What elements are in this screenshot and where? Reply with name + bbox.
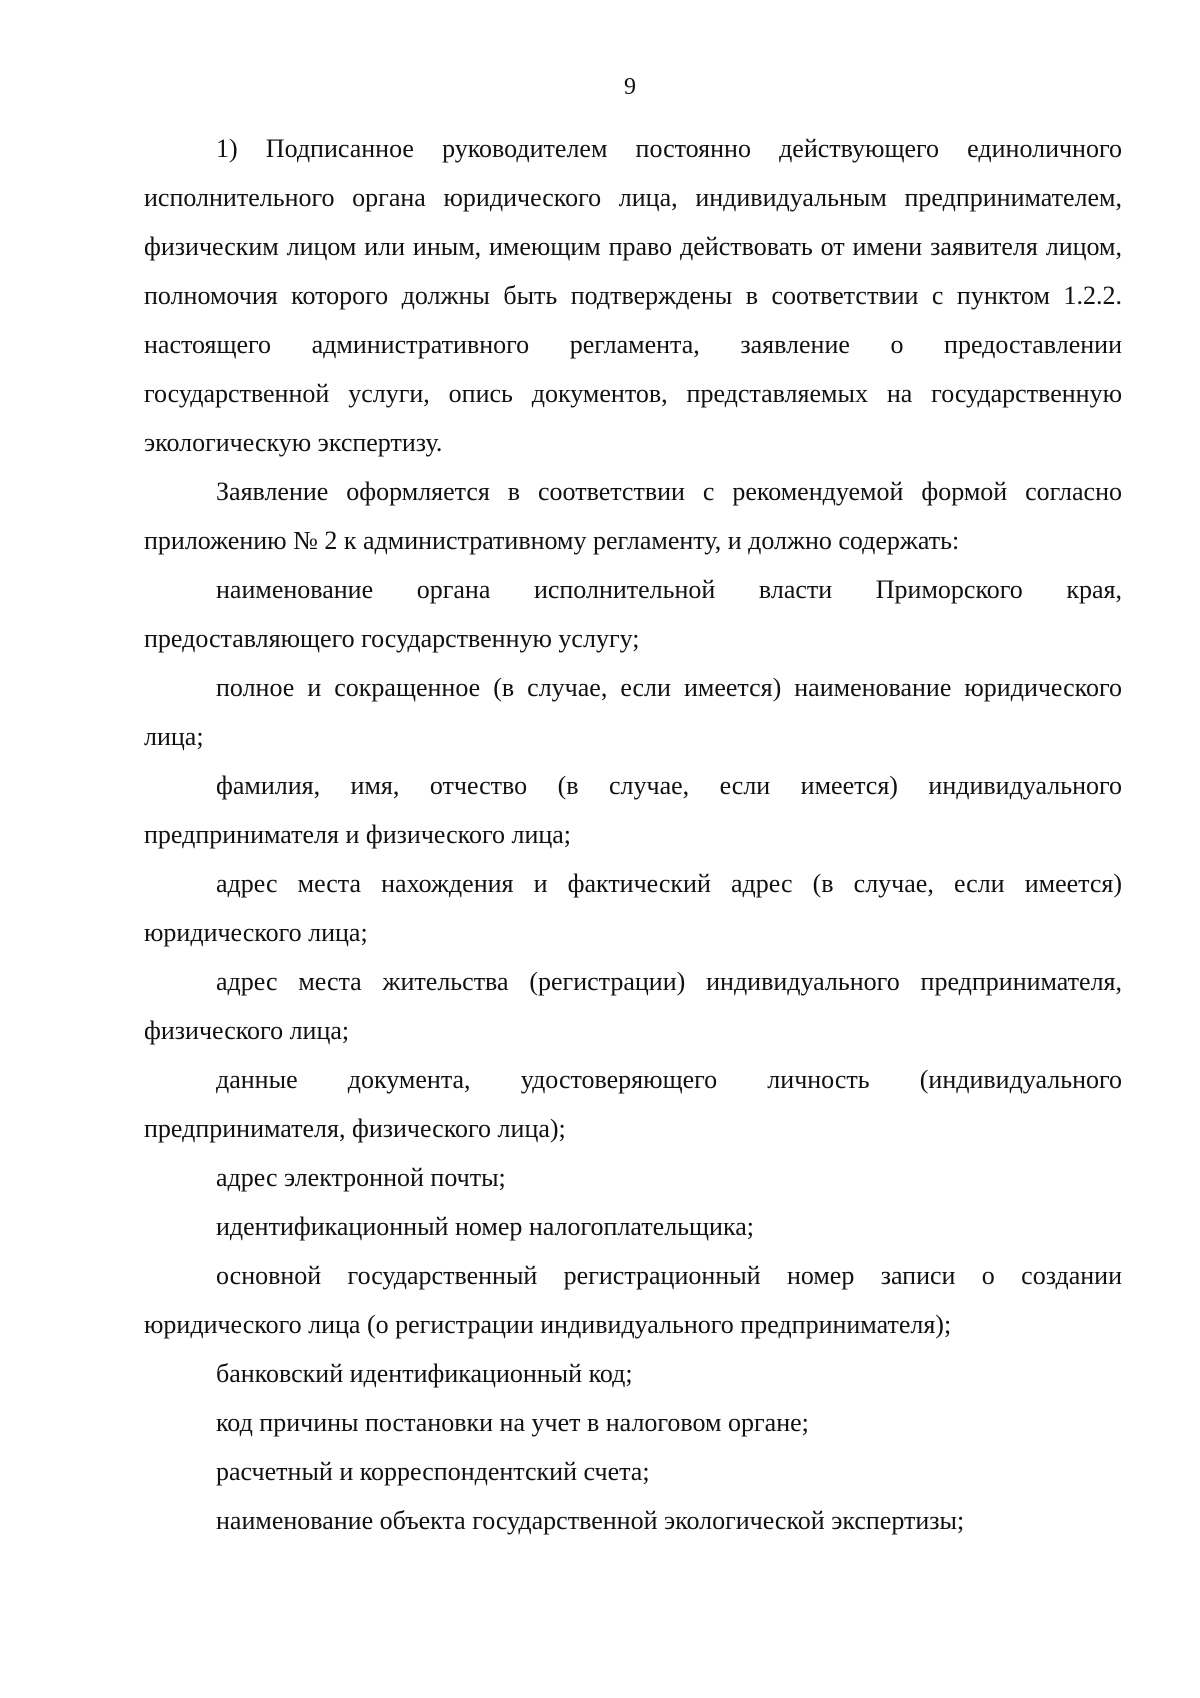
list-item-kpp: код причины постановки на учет в налоговом органе; [216, 1408, 809, 1437]
document-body [144, 124, 1122, 1545]
list-item-bik: банковский идентификационный код; [216, 1359, 633, 1388]
paragraph-application-form: Заявление оформляется в соответствии с рекомендуемой формой согласно приложению № 2 к административному регламенту, и должно содержать: [144, 477, 1122, 555]
paragraph-signed-application: 1) Подписанное руководителем постоянно действующего единоличного исполнительного органа юридического лица, индивидуальным предпринимателем, физическим лицом или иным, имеющим право действовать от имени заявителя лицом, полномочия которого должны быть подтверждены в соответствии с пунктом 1.2.2. настоящего административного регламента, заявление о предоставлении государственной услуги, опись документов, представляемых на государственную экологическую экспертизу. [144, 134, 1122, 457]
list-item-email: адрес электронной почты; [216, 1163, 506, 1192]
list-item-full-name: фамилия, имя, отчество (в случае, если имеется) индивидуального предпринимателя и физического лица; [144, 771, 1122, 849]
page-number: 9 [624, 74, 636, 100]
list-item-legal-entity-name: полное и сокращенное (в случае, если имеется) наименование юридического лица; [144, 673, 1122, 751]
list-item-identity-document: данные документа, удостоверяющего личность (индивидуального предпринимателя, физического лица); [144, 1065, 1122, 1143]
list-item-ogrn: основной государственный регистрационный номер записи о создании юридического лица (о регистрации индивидуального предпринимателя); [144, 1261, 1122, 1339]
list-item-expertise-object: наименование объекта государственной экологической экспертизы; [216, 1506, 965, 1535]
list-item-inn: идентификационный номер налогоплательщика; [216, 1212, 754, 1241]
list-item-bank-accounts: расчетный и корреспондентский счета; [216, 1457, 650, 1486]
list-item-authority-name: наименование органа исполнительной власти Приморского края, предоставляющего государственную услугу; [144, 575, 1122, 653]
list-item-residence-address: адрес места жительства (регистрации) индивидуального предпринимателя, физического лица; [144, 967, 1122, 1045]
list-item-legal-address: адрес места нахождения и фактический адрес (в случае, если имеется) юридического лица; [144, 869, 1122, 947]
